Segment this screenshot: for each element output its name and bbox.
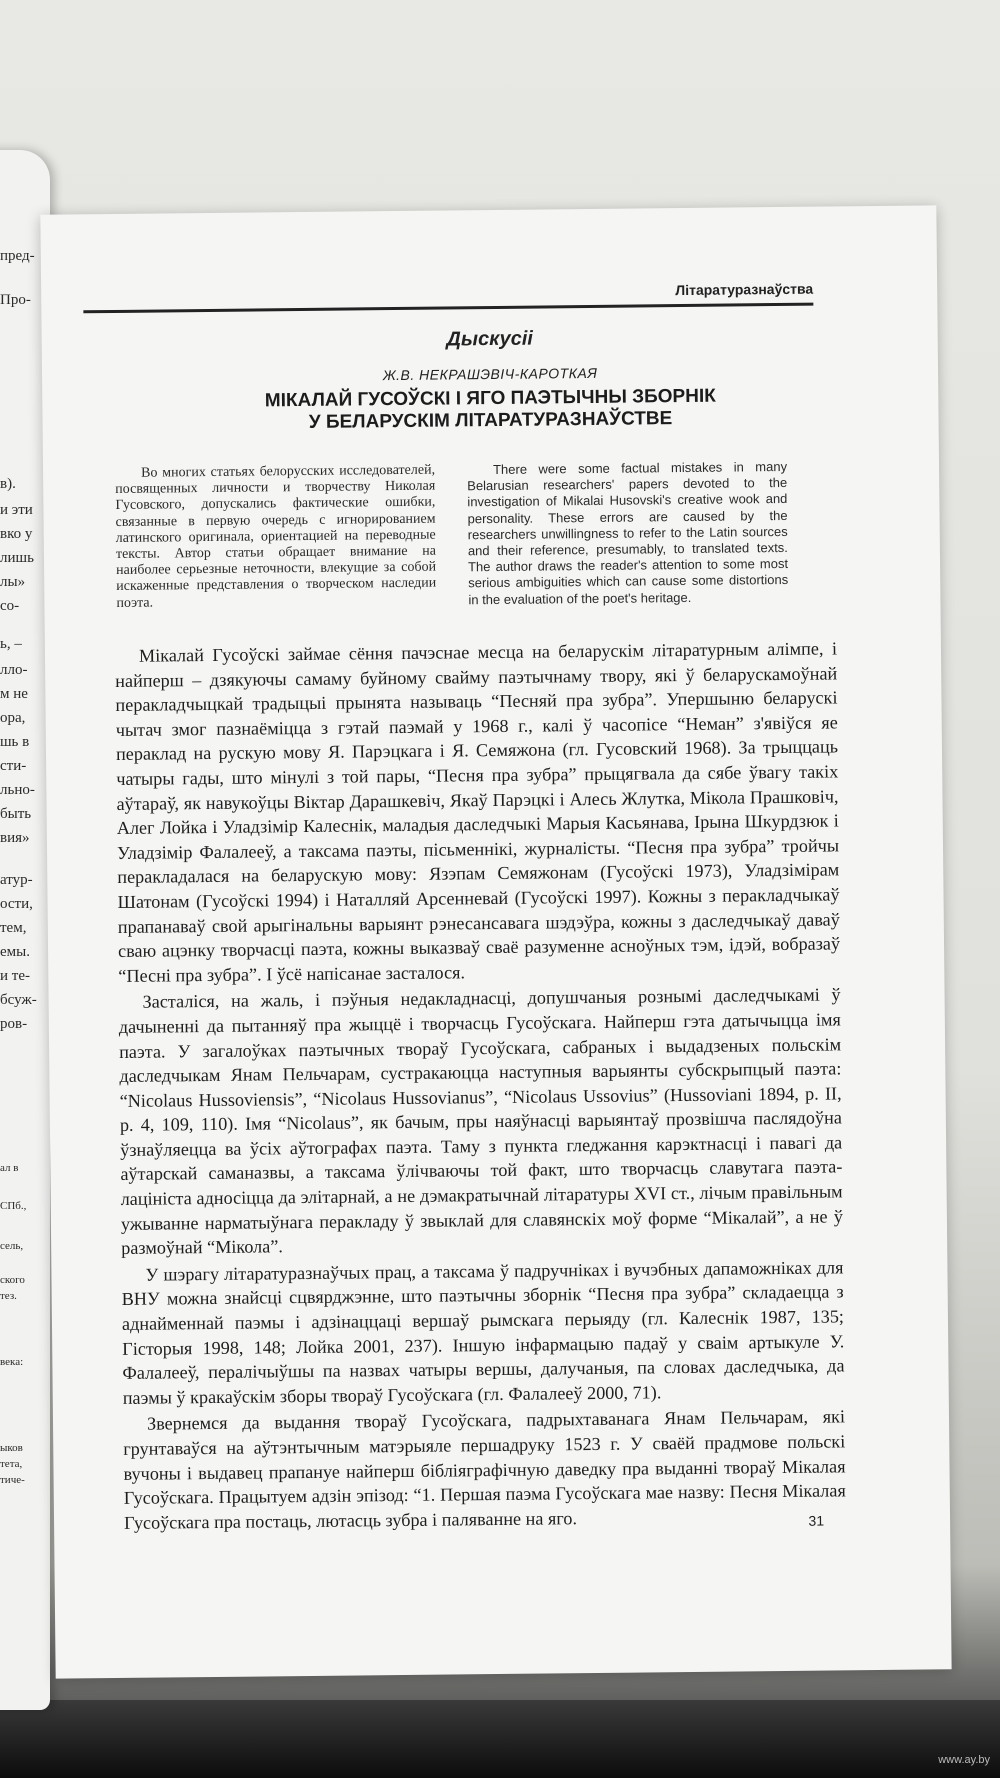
body-paragraph: Звернемся да выдання твораў Гусоўскага, падрыхтаванага Янам Пельчарам, які грунтаваўся на аўтэнтычным матэрыяле першадруку 1523 г. У сваёй прадмове польскі вучоны і выдавец прапануе найперш бібліяграфічную даведку пра выданні твораў Мікалая Гусоўскага. Працытуем адзін эпізод: “1. Першая паэма Гусоўскага мае назву: Песня Мікалая Гусоўскага пра постаць, лютасць зубра і паляванне на яго. xyxy=(123,1406,846,1533)
left-page-fragment: ыков xyxy=(0,1442,23,1454)
left-page-fragment: вко у xyxy=(0,526,33,542)
header-rule xyxy=(83,303,813,314)
article-title-line: У БЕЛАРУСКІМ ЛІТАРАТУРАЗНАЎСТВЕ xyxy=(308,408,673,433)
left-page-fragment: ского xyxy=(0,1274,25,1286)
left-page-fragment: СПб., xyxy=(0,1200,27,1212)
left-page-fragment: шь в xyxy=(0,734,30,750)
left-page-fragment: сель, xyxy=(0,1240,24,1252)
left-page-fragment: ров- xyxy=(0,1016,28,1032)
left-page-fragment: тета, xyxy=(0,1458,23,1470)
running-header: Літаратуразнаўства xyxy=(675,280,814,299)
left-page-fragment: лишь xyxy=(0,550,34,566)
article-body xyxy=(115,636,846,1537)
left-page-fragment: бсуж- xyxy=(0,992,37,1008)
left-page-fragment: в). xyxy=(0,476,16,492)
left-page-fragment: льно- xyxy=(0,782,35,798)
left-page-fragment: со- xyxy=(0,598,20,614)
abstract-russian xyxy=(115,463,437,612)
left-page-fragment: атур- xyxy=(0,872,33,888)
left-page-fragment: тиче- xyxy=(0,1474,25,1486)
left-page-fragment: тез. xyxy=(0,1290,17,1302)
left-page-fragment: и те- xyxy=(0,968,30,984)
body-paragraph: Мікалай Гусоўскі займае сёння пачэснае месца на беларускім літаратурным алімпе, і найперш – дзякуючы самаму буйному свайму паэтычнаму твору, які ў беларускамоўнай перакладчыцкай традыцыі прынята называць “Песняй пра зубра”. Упершыню беларускі чытач змог пазнаёміцца з гэтай паэмай у 1968 г., калі ў часопісе “Неман” з'явіўся яе пераклад на рускую мову Я. Парэцкага і Я. Семяжона (гл. Гусовский 1968). За трыццаць чатыры гады, што мінулі з той пары, “Песня пра зубра” прыцягвала да сябе ўвагу такіх аўтараў, як навукоўцы Віктар Дарашкевіч, Якаў Парэцкі і Алесь Жлутка, Мікола Прашковіч, Алег Лойка і Уладзімір Калеснік, маладыя даследчыкі Марыя Касьянава, Ірына Шкурдзюк і Уладзімір Фалалееў, а таксама паэты, пісьменнікі, журналісты. “Песня пра зубра” тройчы перакладалася на беларускую мову: Язэпам Семяжонам (Гусоўскі 1973), Уладзімірам Шатонам (Гусоўскі 1994) і Наталляй Арсенневай (Гусоўскі 1997). Кожны з перакладчыкаў прапанаваў свой арыгінальны варыянт рэнесансавага шэдэўра, кожны з даследчыкаў даваў сваю ацэнку творчасці паэта, кожны выказваў сваё разуменне асноўных тэм, ідэй, вобразаў “Песні пра зубра”. І ўсё напісанае засталося. xyxy=(115,638,841,986)
article-title-line: МІКАЛАЙ ГУСОЎСКІ І ЯГО ПАЭТЫЧНЫ ЗБОРНІК xyxy=(264,385,716,412)
journal-page xyxy=(40,205,951,1678)
page-number: 31 xyxy=(808,1512,825,1529)
abstract-english-text: There were some factual mistakes in many Belarusian researchers' papers devoted to the investigation of Mikalai Husovski's creative wook and personality. These errors are caused by the researchers unwillingness to refer to the Latin sources and their reference, presumably, to translated texts. The author draws the reader's attention to some most serious ambiguities which can cause some distortions in the evaluation of the poet's heritage. xyxy=(467,458,789,607)
abstract-russian-text: Во многих статьях белорусских исследователей, посвященных личности и творчеству Николая Гусовского, допускались фактические ошибки, связанные в первую очередь с игнорированием латинского оригинала, ориентацией на переводные тексты. Автор статьи обращает внимание на наиболее серьезные неточности, влекущие за собой искаженные представления о творческом наследии поэта. xyxy=(115,462,437,611)
body-paragraph: У шэрагу літаратуразнаўчых прац, а таксама ў падручніках і вучэбных дапаможніках для ВНУ можна знайсці сцвярджэнне, што паэтычны зборнік “Песня пра зубра” складаецца з аднайменнай паэмы і адзінаццаці вершаў рымскага перыяду (гл. Калеснік 1987, 135; Гісторыя 1998, 148; Лойка 2001, 237). Іншую інфармацыю падаў у сваім артыкуле У. Фалалееў, пералічыўшы па назвах чатыры вершы, далучаныя, па словах даследчыка, да паэмы ў кракаўскім зборы твораў Гусоўскага (гл. Фалалееў 2000, 71). xyxy=(121,1257,845,1408)
left-page-fragment: ь, – xyxy=(0,636,22,652)
left-page-fragment: быть xyxy=(0,806,32,822)
author-name: Ж.В. НЕКРАШЭВІЧ-КАРОТКАЯ xyxy=(382,364,598,384)
left-page-fragment: сти- xyxy=(0,758,27,774)
left-page-fragment: века: xyxy=(0,1356,24,1368)
left-page-fragment: емы. xyxy=(0,944,30,960)
left-page-fragment: пред- xyxy=(0,248,35,264)
watermark: www.ay.by xyxy=(938,1754,990,1766)
desk-shadow xyxy=(0,1700,1000,1778)
left-page-fragment: ора, xyxy=(0,710,26,726)
body-paragraph: Засталіся, на жаль, і пэўныя недакладнасці, допушчаныя рознымі даследчыкамі ў дачыненні да пытанняў пра жыццё і творчасць Гусоўскага. Найперш гэта датычыцца імя паэта. У загалоўках паэтычных твораў Гусоўскага, сабраных і выдадзеных польскім даследчыкам Янам Пельчарам, сустракаюцца наступныя варыянты субскрыпцый паэта: “Nicolaus Hussoviensis”, “Nicolaus Hussovianus”, “Nicolaus Ussovius” (Hussoviani 1894, p. II, p. 4, 109, 110). Імя “Nicolaus”, як бачым, пры наяўнасці варыянтаў прозвішча паслядоўна ўзнаўляецца ва ўсіх аўтографах паэта. Таму з пункта гледжання карэктнасці і павагі да аўтарскай саманазвы, а таксама ўлічваючы той факт, што творчасць славутага паэта-лацініста адносіцца да элітарнай, а не дэмакратычнай літаратуры XVI ст., лічым правільным ужыванне нарматыўнага перакладу ў звыклай для славянскіх моў форме “Мікалай”, а не ў размоўнай “Мікола”. xyxy=(118,984,843,1259)
left-page-fragment: ал в xyxy=(0,1162,19,1174)
left-page-fragment: тем, xyxy=(0,920,27,936)
left-page-fragment: ости, xyxy=(0,896,33,912)
abstract-english xyxy=(467,459,789,608)
left-page-fragment: и эти xyxy=(0,502,33,518)
left-page-fragment: м не xyxy=(0,686,28,702)
left-page-fragment: лло- xyxy=(0,662,28,678)
left-page-fragment: лы» xyxy=(0,574,26,590)
left-page-fragment: вия» xyxy=(0,830,30,846)
section-title: Дыскусіі xyxy=(446,327,533,351)
left-page-fragment: Про- xyxy=(0,292,31,308)
article-title xyxy=(42,383,938,436)
